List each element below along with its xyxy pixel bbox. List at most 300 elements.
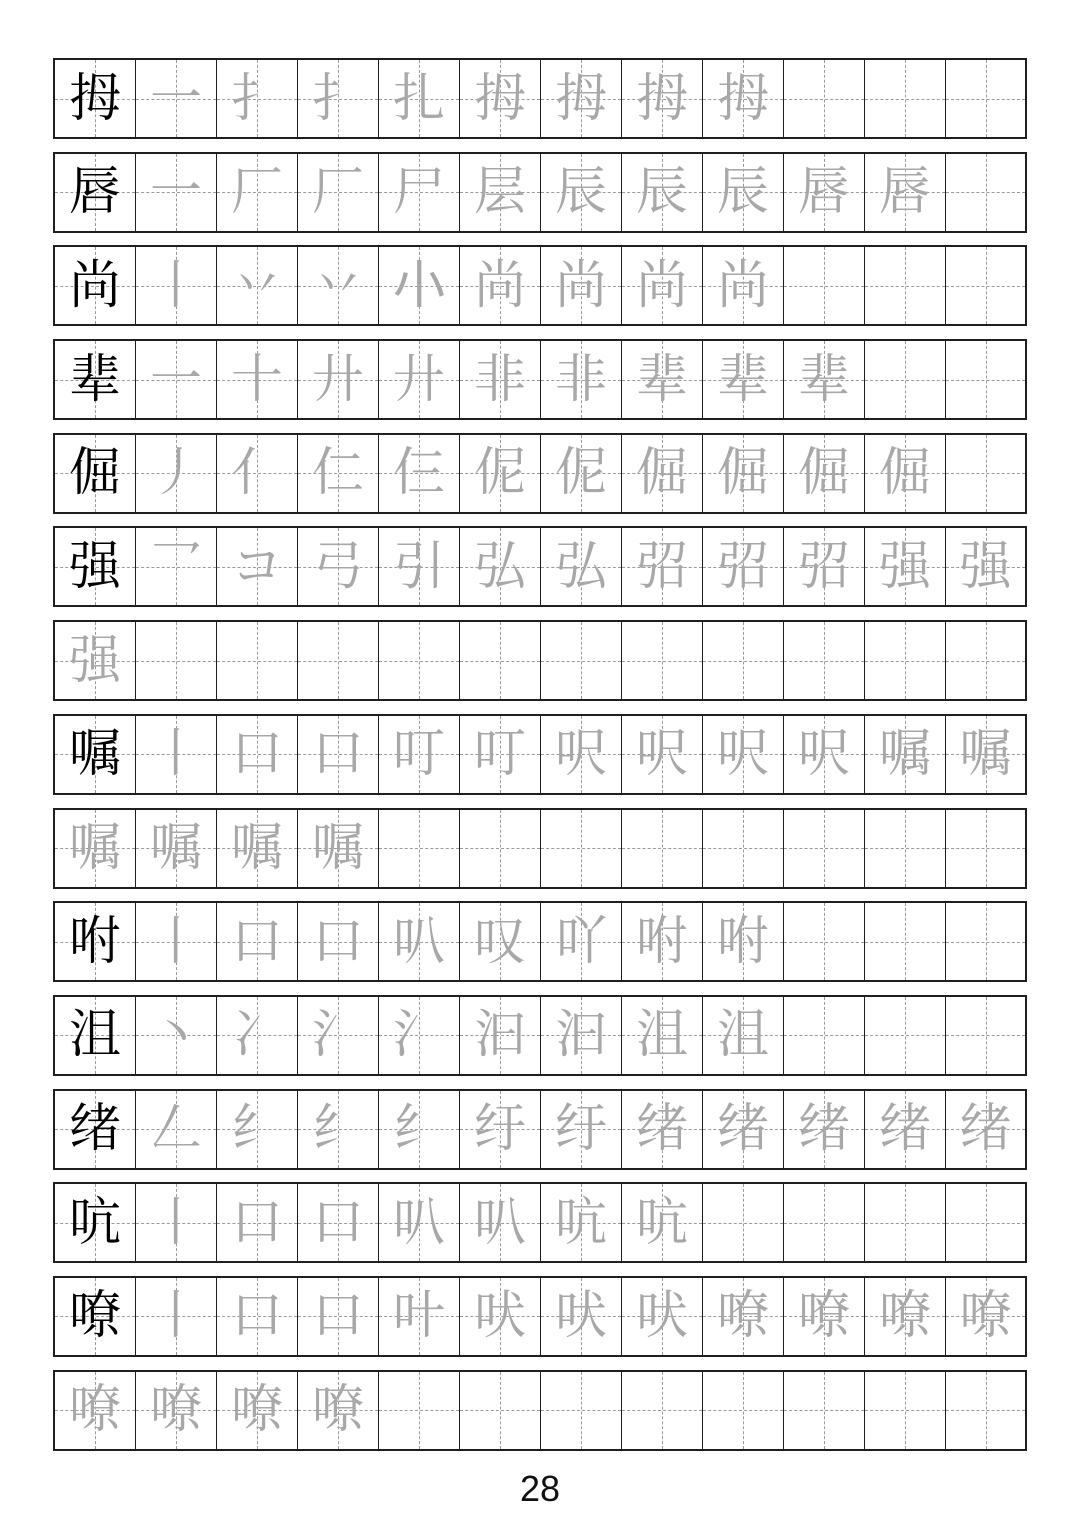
grid-cell <box>784 60 865 137</box>
grid-cell <box>136 997 217 1074</box>
grid-cell <box>55 716 136 793</box>
practice-row <box>53 1276 1027 1357</box>
grid-cell <box>136 1278 217 1355</box>
grid-cell <box>784 997 865 1074</box>
grid-cell <box>379 1278 460 1355</box>
grid-cell <box>298 341 379 418</box>
practice-row <box>53 1089 1027 1170</box>
trace-character: 嘹 <box>716 1286 769 1347</box>
grid-cell <box>298 247 379 324</box>
grid-cell <box>298 528 379 605</box>
trace-character: 口 <box>311 1192 364 1253</box>
trace-character: 扎 <box>392 68 445 129</box>
grid-cell <box>298 1372 379 1449</box>
trace-character: 嘹 <box>959 1286 1012 1347</box>
grid-cell <box>55 528 136 605</box>
trace-character: 倔 <box>716 443 769 504</box>
trace-character: 扌 <box>311 68 364 129</box>
grid-cell <box>136 435 217 512</box>
trace-character: 嘹 <box>797 1286 850 1347</box>
trace-character: 辰 <box>635 162 688 223</box>
grid-cell <box>298 1091 379 1168</box>
model-character: 咐 <box>68 911 121 972</box>
grid-cell <box>217 154 298 231</box>
trace-character: 尚 <box>554 255 607 316</box>
trace-character: 层 <box>473 162 526 223</box>
trace-character: 弨 <box>797 536 850 597</box>
grid-cell <box>460 716 541 793</box>
practice-row <box>53 245 1027 326</box>
grid-cell <box>865 1372 946 1449</box>
grid-cell <box>784 154 865 231</box>
trace-character: 引 <box>392 536 445 597</box>
grid-cell <box>136 716 217 793</box>
grid-cell <box>784 622 865 699</box>
grid-cell <box>622 997 703 1074</box>
trace-character: 弘 <box>473 536 526 597</box>
grid-cell <box>865 60 946 137</box>
grid-cell <box>865 1091 946 1168</box>
trace-character: 汩 <box>554 1005 607 1066</box>
grid-cell <box>703 247 784 324</box>
trace-character: 仨 <box>392 443 445 504</box>
trace-character: 丨 <box>149 255 202 316</box>
grid-cell <box>136 622 217 699</box>
grid-cell <box>460 1278 541 1355</box>
grid-cell <box>622 716 703 793</box>
grid-cell <box>946 716 1025 793</box>
grid-cell <box>946 622 1025 699</box>
grid-cell <box>622 810 703 887</box>
trace-character: 氵 <box>392 1005 445 1066</box>
trace-character: 弓 <box>311 536 364 597</box>
grid-cell <box>865 1184 946 1261</box>
trace-character: 强 <box>68 630 121 691</box>
grid-cell <box>379 622 460 699</box>
grid-cell <box>865 435 946 512</box>
grid-cell <box>622 903 703 980</box>
trace-character: 嘹 <box>311 1380 364 1441</box>
grid-cell <box>217 341 298 418</box>
grid-cell <box>379 1372 460 1449</box>
trace-character: 口 <box>230 724 283 785</box>
grid-cell <box>865 154 946 231</box>
trace-character: 厂 <box>230 162 283 223</box>
grid-cell <box>541 622 622 699</box>
grid-cell <box>622 1091 703 1168</box>
trace-character: 吭 <box>635 1192 688 1253</box>
grid-cell <box>784 716 865 793</box>
grid-cell <box>55 60 136 137</box>
grid-cell <box>460 435 541 512</box>
trace-character: 叭 <box>392 1192 445 1253</box>
grid-cell <box>541 528 622 605</box>
model-character: 嘱 <box>68 724 121 785</box>
grid-cell <box>298 1278 379 1355</box>
grid-cell <box>703 154 784 231</box>
trace-character: 纡 <box>554 1099 607 1160</box>
trace-character: 嘱 <box>149 818 202 878</box>
practice-row <box>53 808 1027 889</box>
trace-character: 丶 <box>149 1005 202 1066</box>
grid-cell <box>865 903 946 980</box>
grid-cell <box>946 528 1025 605</box>
grid-cell <box>784 903 865 980</box>
trace-character: 嘱 <box>68 818 121 878</box>
practice-row <box>53 526 1027 607</box>
grid-cell <box>460 903 541 980</box>
grid-cell <box>946 60 1025 137</box>
grid-cell <box>379 810 460 887</box>
grid-cell <box>217 435 298 512</box>
trace-character: 咐 <box>716 911 769 972</box>
trace-character: 唇 <box>878 162 931 223</box>
trace-character: 嘱 <box>230 818 283 878</box>
grid-cell <box>298 997 379 1074</box>
trace-character: 乛 <box>149 536 202 597</box>
grid-cell <box>784 810 865 887</box>
grid-cell <box>55 997 136 1074</box>
trace-character: 嘹 <box>878 1286 931 1347</box>
grid-cell <box>298 60 379 137</box>
trace-character: 非 <box>473 349 526 410</box>
grid-cell <box>541 810 622 887</box>
grid-cell <box>136 810 217 887</box>
grid-cell <box>703 622 784 699</box>
grid-cell <box>541 903 622 980</box>
grid-cell <box>541 1184 622 1261</box>
grid-cell <box>784 1372 865 1449</box>
grid-cell <box>379 903 460 980</box>
grid-cell <box>784 341 865 418</box>
trace-character: 丷 <box>230 255 283 316</box>
grid-cell <box>379 1091 460 1168</box>
grid-cell <box>703 903 784 980</box>
trace-character: 辈 <box>797 349 850 410</box>
practice-row <box>53 339 1027 420</box>
trace-character: 拇 <box>716 68 769 129</box>
grid-cell <box>55 622 136 699</box>
grid-cell <box>865 528 946 605</box>
grid-cell <box>379 997 460 1074</box>
grid-cell <box>379 435 460 512</box>
trace-character: 叮 <box>392 724 445 785</box>
grid-cell <box>460 341 541 418</box>
practice-row <box>53 901 1027 982</box>
grid-cell <box>622 528 703 605</box>
grid-cell <box>217 247 298 324</box>
trace-character: 弨 <box>716 536 769 597</box>
trace-character: 尚 <box>635 255 688 316</box>
grid-cell <box>784 1091 865 1168</box>
grid-cell <box>541 435 622 512</box>
trace-character: 𡭔 <box>392 255 445 316</box>
grid-cell <box>784 1278 865 1355</box>
trace-character: 口 <box>311 1286 364 1347</box>
trace-character: 呎 <box>797 724 850 785</box>
grid-cell <box>217 716 298 793</box>
trace-character: 绪 <box>635 1099 688 1160</box>
trace-character: 丨 <box>149 911 202 972</box>
grid-cell <box>946 997 1025 1074</box>
grid-cell <box>298 716 379 793</box>
grid-cell <box>298 810 379 887</box>
trace-character: 丨 <box>149 724 202 785</box>
practice-row <box>53 995 1027 1076</box>
grid-cell <box>136 247 217 324</box>
grid-cell <box>136 1091 217 1168</box>
grid-cell <box>703 341 784 418</box>
trace-character: 氵 <box>311 1005 364 1066</box>
trace-character: 吠 <box>635 1286 688 1347</box>
trace-character: 尚 <box>473 255 526 316</box>
grid-cell <box>703 528 784 605</box>
grid-cell <box>946 1278 1025 1355</box>
grid-cell <box>865 622 946 699</box>
trace-character: 吠 <box>554 1286 607 1347</box>
grid-cell <box>379 154 460 231</box>
trace-character: 伲 <box>473 443 526 504</box>
grid-cell <box>379 528 460 605</box>
grid-cell <box>460 622 541 699</box>
trace-character: 嘱 <box>959 724 1012 785</box>
trace-character: 一 <box>149 162 202 223</box>
grid-cell <box>946 435 1025 512</box>
grid-cell <box>217 810 298 887</box>
grid-cell <box>622 1372 703 1449</box>
grid-cell <box>622 60 703 137</box>
grid-cell <box>298 154 379 231</box>
trace-character: 口 <box>311 911 364 972</box>
grid-cell <box>379 1184 460 1261</box>
trace-character: 沮 <box>716 1005 769 1066</box>
grid-cell <box>460 810 541 887</box>
grid-cell <box>865 341 946 418</box>
grid-cell <box>217 622 298 699</box>
grid-cell <box>55 1372 136 1449</box>
grid-cell <box>217 60 298 137</box>
grid-cell <box>622 341 703 418</box>
grid-cell <box>703 1372 784 1449</box>
grid-cell <box>865 1278 946 1355</box>
grid-cell <box>541 1091 622 1168</box>
trace-character: 口 <box>230 1192 283 1253</box>
trace-character: 仁 <box>311 443 364 504</box>
trace-character: 非 <box>554 349 607 410</box>
trace-character: 嘹 <box>230 1380 283 1441</box>
trace-character: 叭 <box>392 911 445 972</box>
trace-character: 廾 <box>311 349 364 410</box>
trace-character: 吭 <box>554 1192 607 1253</box>
grid-cell <box>946 903 1025 980</box>
trace-character: 扌 <box>230 68 283 129</box>
grid-cell <box>784 247 865 324</box>
grid-cell <box>541 154 622 231</box>
trace-character: 纟 <box>392 1099 445 1160</box>
trace-character: 倔 <box>635 443 688 504</box>
grid-cell <box>541 60 622 137</box>
trace-character: 廾 <box>392 349 445 410</box>
grid-cell <box>460 247 541 324</box>
trace-character: 尸 <box>392 162 445 223</box>
trace-character: 吠 <box>473 1286 526 1347</box>
trace-character: 汩 <box>473 1005 526 1066</box>
grid-cell <box>946 1184 1025 1261</box>
grid-cell <box>136 341 217 418</box>
grid-cell <box>217 1184 298 1261</box>
grid-cell <box>946 810 1025 887</box>
grid-cell <box>541 997 622 1074</box>
trace-character: 伲 <box>554 443 607 504</box>
model-character: 尚 <box>68 255 121 316</box>
trace-character: 丨 <box>149 1286 202 1347</box>
grid-cell <box>136 154 217 231</box>
grid-cell <box>946 154 1025 231</box>
trace-character: 拇 <box>554 68 607 129</box>
grid-cell <box>946 247 1025 324</box>
grid-cell <box>703 1278 784 1355</box>
trace-character: 嘹 <box>68 1380 121 1441</box>
trace-character: 嘹 <box>149 1380 202 1441</box>
trace-character: 倔 <box>878 443 931 504</box>
trace-character: 咐 <box>635 911 688 972</box>
grid-cell <box>622 1278 703 1355</box>
grid-cell <box>136 60 217 137</box>
trace-character: 亻 <box>230 443 283 504</box>
practice-row <box>53 152 1027 233</box>
trace-character: 绪 <box>878 1099 931 1160</box>
trace-character: 拇 <box>473 68 526 129</box>
grid-cell <box>946 1372 1025 1449</box>
trace-character: 冫 <box>230 1005 283 1066</box>
trace-character: 强 <box>878 536 931 597</box>
grid-cell <box>379 60 460 137</box>
grid-cell <box>217 1278 298 1355</box>
trace-character: 丷 <box>311 255 364 316</box>
grid-cell <box>460 528 541 605</box>
trace-character: 纡 <box>473 1099 526 1160</box>
trace-character: 十 <box>230 349 283 410</box>
grid-cell <box>622 435 703 512</box>
trace-character: 呎 <box>554 724 607 785</box>
grid-cell <box>55 154 136 231</box>
trace-character: 拇 <box>635 68 688 129</box>
trace-character: 厂 <box>311 162 364 223</box>
trace-character: 叶 <box>392 1286 445 1347</box>
grid-cell <box>55 247 136 324</box>
model-character: 拇 <box>68 68 121 129</box>
grid-cell <box>55 435 136 512</box>
grid-cell <box>460 1372 541 1449</box>
trace-character: 吖 <box>554 911 607 972</box>
grid-cell <box>784 435 865 512</box>
trace-character: 叹 <box>473 911 526 972</box>
practice-row <box>53 620 1027 701</box>
grid-cell <box>541 247 622 324</box>
practice-row <box>53 433 1027 514</box>
grid-cell <box>136 1184 217 1261</box>
model-character: 辈 <box>68 349 121 410</box>
trace-character: 绪 <box>716 1099 769 1160</box>
trace-character: 一 <box>149 349 202 410</box>
grid-cell <box>55 1184 136 1261</box>
trace-character: 丨 <box>149 1192 202 1253</box>
grid-cell <box>946 1091 1025 1168</box>
grid-cell <box>865 810 946 887</box>
trace-character: 沮 <box>635 1005 688 1066</box>
grid-cell <box>622 247 703 324</box>
trace-character: 嘱 <box>311 818 364 878</box>
writing-practice-sheet <box>53 58 1027 1463</box>
grid-cell <box>703 810 784 887</box>
grid-cell <box>703 997 784 1074</box>
model-character: 吭 <box>68 1192 121 1253</box>
grid-cell <box>379 247 460 324</box>
trace-character: 口 <box>230 1286 283 1347</box>
grid-cell <box>55 903 136 980</box>
practice-row <box>53 714 1027 795</box>
trace-character: 丿 <box>149 443 202 504</box>
grid-cell <box>298 1184 379 1261</box>
trace-character: 弨 <box>635 536 688 597</box>
grid-cell <box>136 1372 217 1449</box>
grid-cell <box>55 341 136 418</box>
trace-character: 口 <box>311 724 364 785</box>
grid-cell <box>784 528 865 605</box>
grid-cell <box>136 903 217 980</box>
model-character: 唇 <box>68 162 121 223</box>
trace-character: 尚 <box>716 255 769 316</box>
grid-cell <box>55 1091 136 1168</box>
grid-cell <box>460 60 541 137</box>
model-character: 倔 <box>68 443 121 504</box>
grid-cell <box>541 341 622 418</box>
trace-character: 嘱 <box>878 724 931 785</box>
trace-character: 唇 <box>797 162 850 223</box>
grid-cell <box>622 622 703 699</box>
grid-cell <box>217 1372 298 1449</box>
grid-cell <box>703 1184 784 1261</box>
trace-character: 叭 <box>473 1192 526 1253</box>
model-character: 绪 <box>68 1099 121 1160</box>
grid-cell <box>622 154 703 231</box>
grid-cell <box>217 528 298 605</box>
trace-character: 绪 <box>797 1099 850 1160</box>
grid-cell <box>460 154 541 231</box>
grid-cell <box>865 716 946 793</box>
trace-character: 弘 <box>554 536 607 597</box>
grid-cell <box>703 716 784 793</box>
trace-character: 辰 <box>716 162 769 223</box>
trace-character: 辰 <box>554 162 607 223</box>
trace-character: 呎 <box>716 724 769 785</box>
grid-cell <box>55 1278 136 1355</box>
trace-character: コ <box>230 536 283 597</box>
grid-cell <box>541 1278 622 1355</box>
grid-cell <box>865 997 946 1074</box>
practice-row <box>53 1370 1027 1451</box>
grid-cell <box>460 1184 541 1261</box>
model-character: 强 <box>68 536 121 597</box>
trace-character: 辈 <box>635 349 688 410</box>
model-character: 沮 <box>68 1005 121 1066</box>
grid-cell <box>460 997 541 1074</box>
trace-character: 绪 <box>959 1099 1012 1160</box>
grid-cell <box>217 903 298 980</box>
trace-character: 口 <box>230 911 283 972</box>
page-number: 28 <box>519 1468 561 1509</box>
grid-cell <box>946 341 1025 418</box>
